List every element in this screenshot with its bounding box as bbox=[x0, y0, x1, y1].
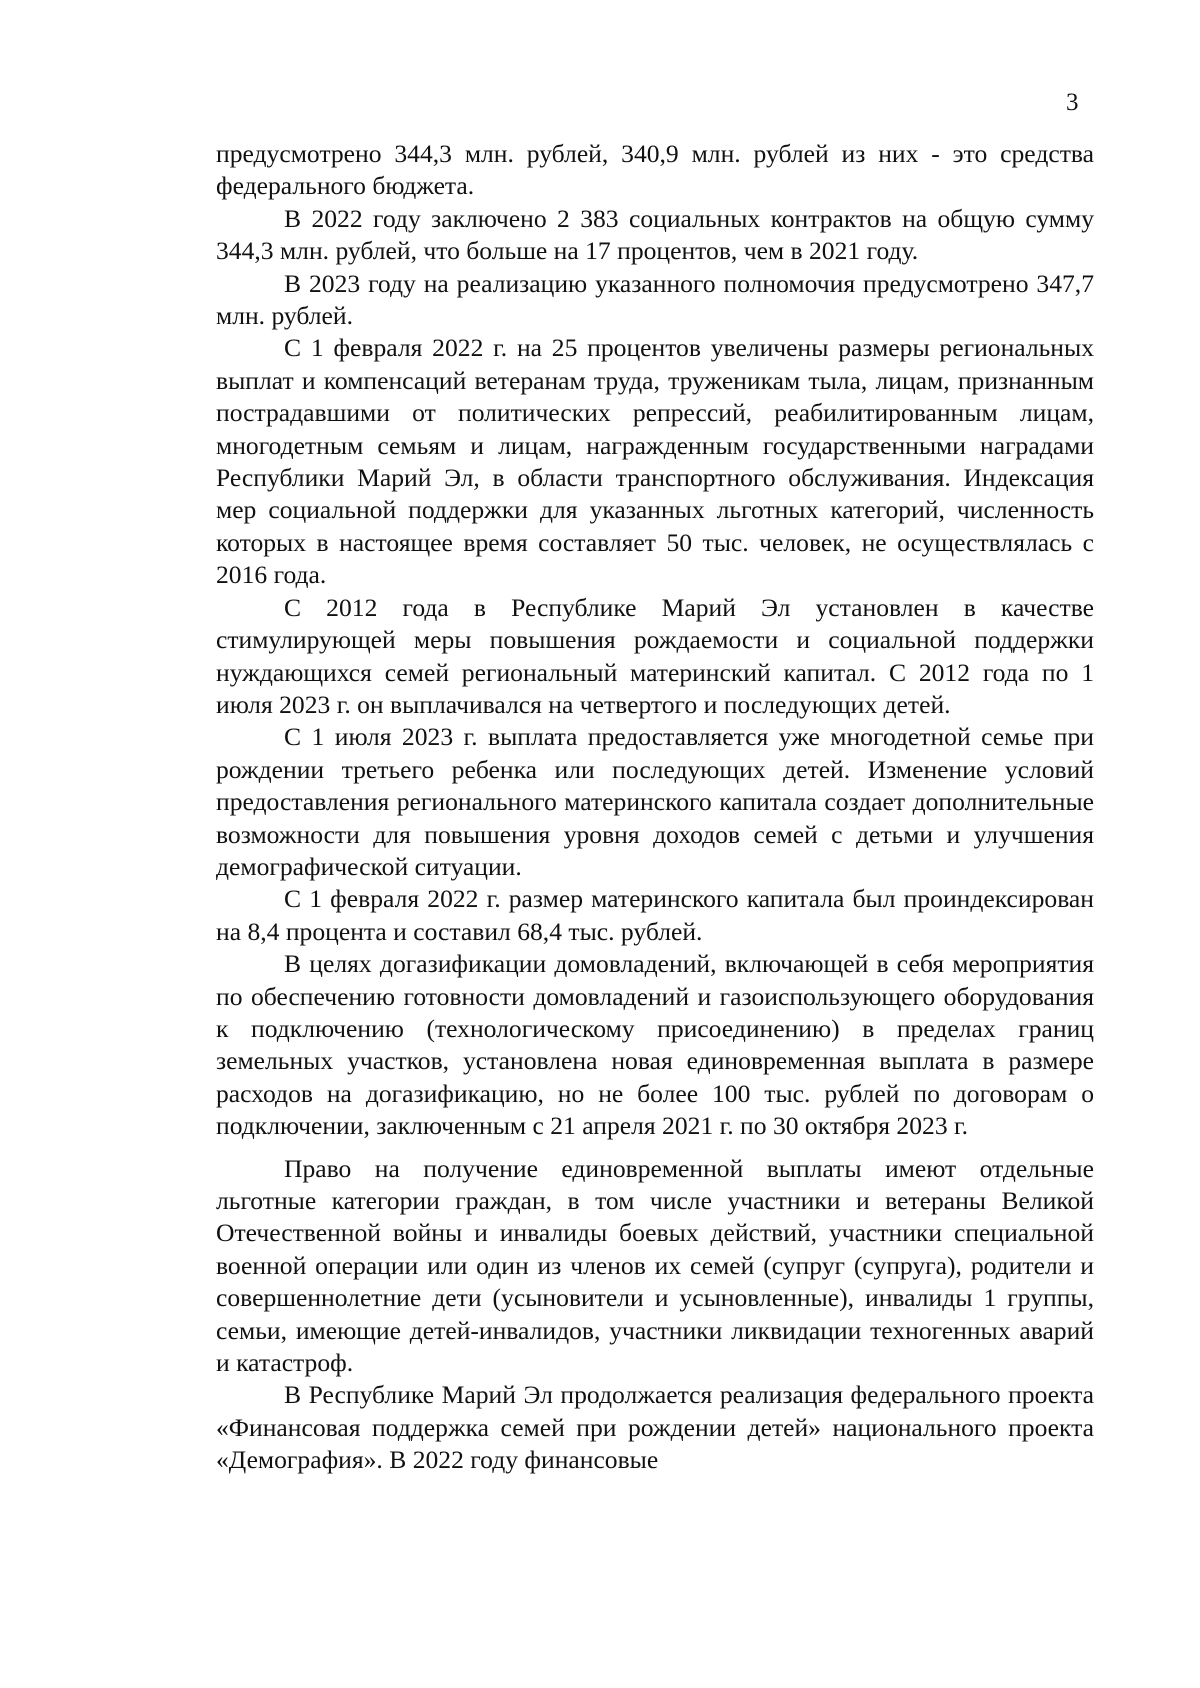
paragraph: В целях догазификации домовладений, включающей в себя мероприятия по обеспечению готовности домовладений и газоиспользующего оборудования к подключению (технологическому присоединению) в пределах границ земельных участков, установлена новая единовременная выплата в размере расходов на догазификацию, но не более 100 тыс. рублей по договорам о подключении, заключенным с 21 апреля 2021 г. по 30 октября 2023 г. bbox=[216, 949, 1094, 1141]
paragraph: С 1 февраля 2022 г. на 25 процентов увеличены размеры региональных выплат и компенсаций ветеранам труда, труженикам тыла, лицам, признанным пострадавшими от политических репрессий, реабилитированным лицам, многодетным семьям и лицам, награжденным государственными наградами Республики Марий Эл, в области транспортного обслуживания. Индексация мер социальной поддержки для указанных льготных категорий, численность которых в настоящее время составляет 50 тыс. человек, не осуществлялась с 2016 года. bbox=[216, 333, 1094, 590]
document-body bbox=[216, 138, 1094, 1477]
paragraph: С 1 июля 2023 г. выплата предоставляется уже многодетной семье при рождении третьего ребенка или последующих детей. Изменение условий предоставления регионального материнского капитала создает дополнительные возможности для повышения уровня доходов семей с детьми и улучшения демографической ситуации. bbox=[216, 722, 1094, 881]
paragraph: В Республике Марий Эл продолжается реализация федерального проекта «Финансовая поддержка семей при рождении детей» национального проекта «Демография». В 2022 году финансовые bbox=[216, 1380, 1094, 1475]
paragraph: В 2023 году на реализацию указанного полномочия предусмотрено 347,7 млн. рублей. bbox=[216, 268, 1094, 331]
paragraph: С 2012 года в Республике Марий Эл установлен в качестве стимулирующей меры повышения рождаемости и социальной поддержки нуждающихся семей региональный материнский капитал. С 2012 года по 1 июля 2023 г. он выплачивался на четвертого и последующих детей. bbox=[216, 592, 1094, 719]
paragraph: предусмотрено 344,3 млн. рублей, 340,9 млн. рублей из них - это средства федерального бюджета. bbox=[216, 139, 1094, 201]
page-number: 3 bbox=[1066, 89, 1079, 116]
paragraph: Право на получение единовременной выплаты имеют отдельные льготные категории граждан, в том числе участники и ветераны Великой Отечественной войны и инвалиды боевых действий, участники специальной военной операции или один из членов их семей (супруг (супруга), родители и совершеннолетние дети (усыновители и усыновленные), инвалиды 1 группы, семьи, имеющие детей-инвалидов, участники ликвидации техногенных аварий и катастроф. bbox=[216, 1153, 1094, 1378]
paragraph: В 2022 году заключено 2 383 социальных контрактов на общую сумму 344,3 млн. рублей, что больше на 17 процентов, чем в 2021 году. bbox=[216, 203, 1094, 266]
paragraph: С 1 февраля 2022 г. размер материнского капитала был проиндексирован на 8,4 процента и составил 68,4 тыс. рублей. bbox=[216, 884, 1094, 946]
